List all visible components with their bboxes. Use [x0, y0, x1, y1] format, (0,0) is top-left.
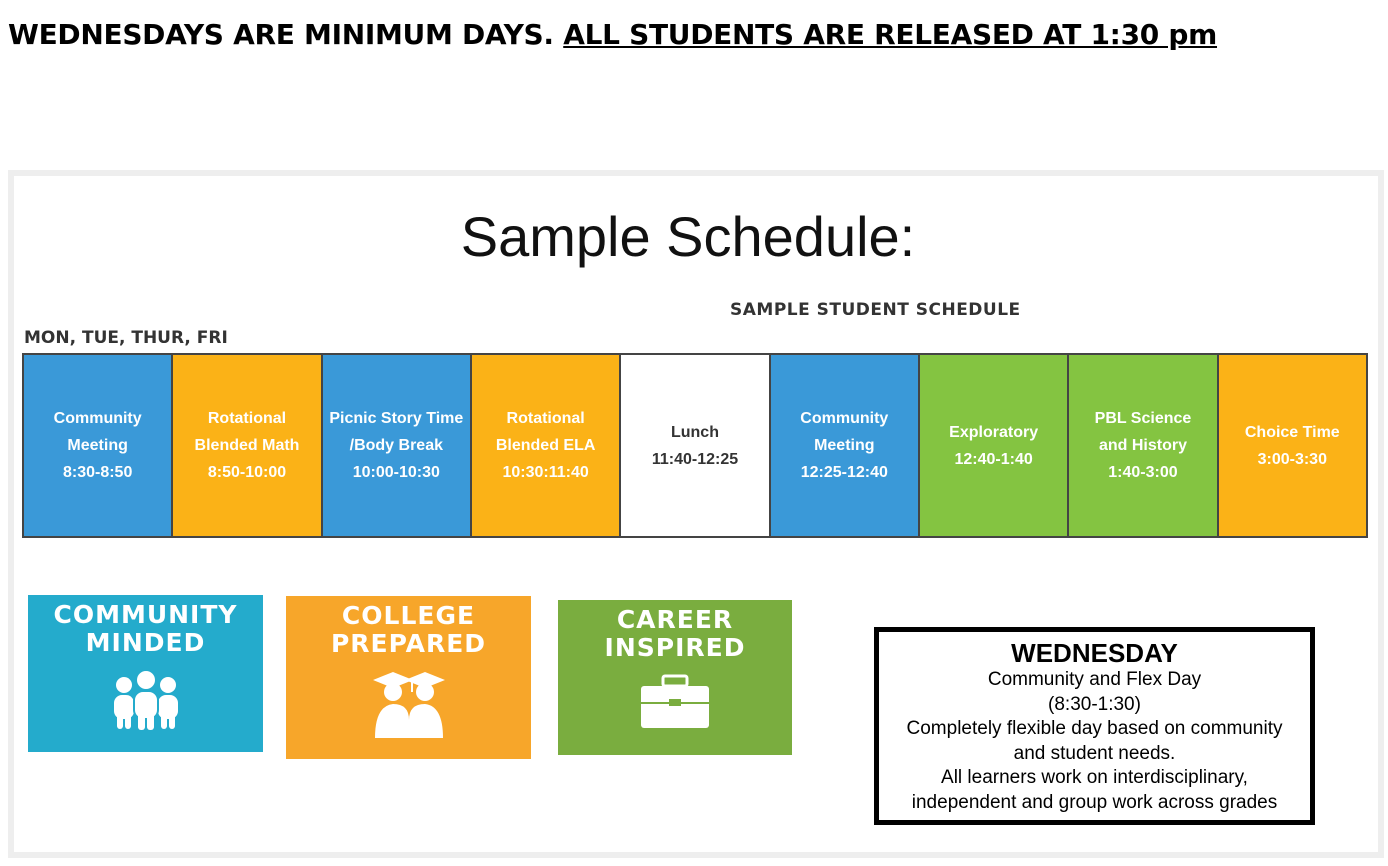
schedule-block: [323, 355, 470, 536]
tile-line: COLLEGE: [341, 601, 476, 630]
wednesday-heading: WEDNESDAY: [1011, 638, 1178, 668]
community-minded-tile: [28, 595, 263, 752]
wednesday-line: and student needs.: [1013, 742, 1176, 764]
block-line: 10:00-10:30: [352, 464, 440, 481]
block-line: 12:40-1:40: [954, 450, 1033, 468]
block-line: Meeting: [814, 437, 875, 454]
tile-line: COMMUNITY: [53, 600, 238, 629]
tile-line: INSPIRED: [604, 633, 746, 662]
block-line: Rotational: [506, 410, 585, 427]
graduates-icon: [371, 670, 447, 740]
schedule-block: [173, 355, 320, 536]
schedule-block: [1069, 355, 1216, 536]
block-line: 12:25-12:40: [800, 464, 888, 481]
wednesday-line: All learners work on interdisciplinary,: [941, 767, 1248, 788]
wednesday-line: Community and Flex Day: [987, 669, 1202, 690]
tile-line: MINDED: [85, 628, 206, 657]
schedule-block: [771, 355, 918, 536]
minimum-day-notice: [8, 18, 1217, 51]
block-line: Exploratory: [949, 423, 1039, 441]
notice-text: WEDNESDAYS ARE MINIMUM DAYS.: [8, 18, 564, 51]
block-line: Lunch: [670, 423, 719, 441]
block-line: Community: [800, 410, 889, 427]
block-line: Blended Math: [194, 437, 300, 454]
block-line: Picnic Story Time: [329, 410, 464, 427]
block-line: Blended ELA: [495, 437, 596, 454]
wednesday-line: (8:30-1:30): [1048, 693, 1141, 715]
schedule-block: [1219, 355, 1366, 536]
block-line: 3:00-3:30: [1257, 450, 1327, 468]
block-line: and History: [1098, 437, 1187, 454]
release-time-notice: ALL STUDENTS ARE RELEASED AT 1:30 pm: [563, 18, 1218, 51]
block-line: 11:40-12:25: [651, 450, 739, 468]
schedule-days-label: MON, TUE, THUR, FRI: [24, 328, 228, 348]
block-line: /Body Break: [349, 437, 443, 454]
tile-line: CAREER: [616, 605, 734, 634]
block-line: Rotational: [207, 410, 287, 427]
tile-line: PREPARED: [330, 629, 487, 658]
block-line: 10:30:11:40: [502, 464, 589, 481]
block-line: Community: [53, 410, 142, 427]
wednesday-line: independent and group work across grades: [911, 791, 1278, 813]
career-inspired-tile: [558, 600, 792, 755]
block-line: 8:30-8:50: [62, 464, 133, 481]
block-line: PBL Science: [1094, 410, 1192, 427]
schedule-title: Sample Schedule:: [460, 205, 916, 268]
briefcase-icon: [639, 674, 711, 730]
schedule-block: [472, 355, 619, 536]
college-prepared-tile: [286, 596, 531, 759]
block-line: 1:40-3:00: [1108, 464, 1178, 481]
block-line: 8:50-10:00: [207, 464, 287, 481]
schedule-subtitle: SAMPLE STUDENT SCHEDULE: [730, 300, 1021, 320]
wednesday-box: [874, 627, 1315, 825]
schedule-row: [22, 353, 1368, 538]
wednesday-line: Completely flexible day based on community: [906, 718, 1283, 739]
schedule-block: [920, 355, 1067, 536]
people-icon: [110, 669, 182, 731]
schedule-block: [621, 355, 768, 536]
schedule-block: [24, 355, 171, 536]
block-line: Meeting: [67, 437, 128, 454]
block-line: Choice Time: [1244, 423, 1340, 441]
